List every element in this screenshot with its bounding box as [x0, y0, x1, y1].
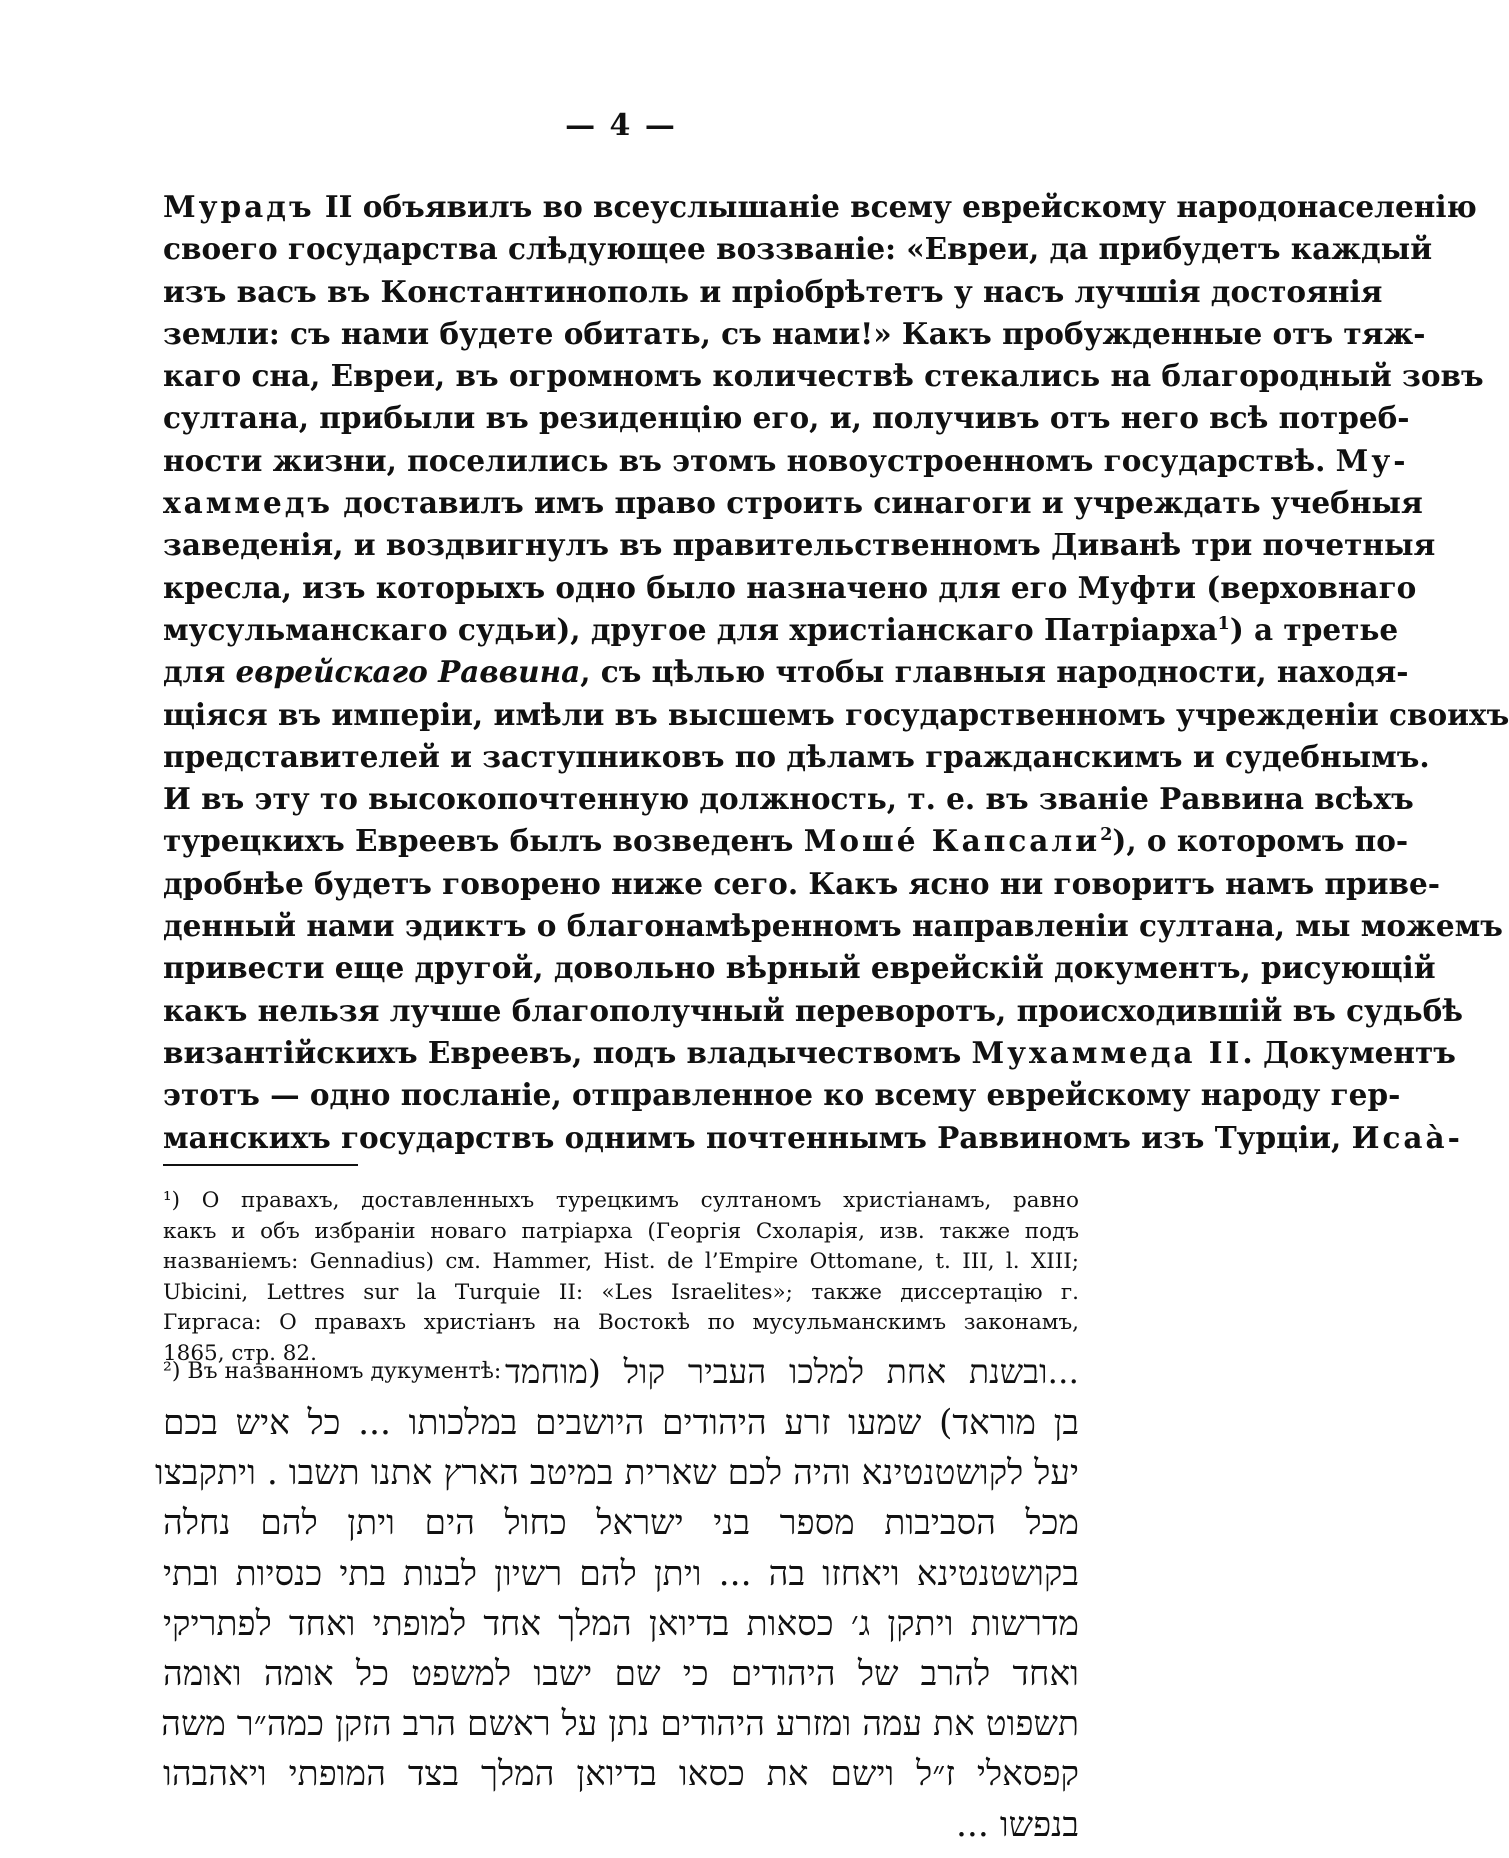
text-line: дробнѣе будетъ говорено ниже сего. Какъ ясно ни говоритъ намъ приве-	[163, 865, 1441, 901]
footnote-line: названіемъ: Gennadius) см. Hammer, Hist. de l’Empire Ottomane, t. III, l. XIII;	[163, 1249, 1079, 1274]
text-line: привести еще другой, довольно вѣрный еврейскій документъ, рисующій	[163, 950, 1436, 986]
footnote-ref-2: 2	[1100, 824, 1113, 846]
footnote-2-hebrew-text	[155, 1398, 1079, 1850]
hebrew-line: ואחד להרב של היהודים כי שם ישבו למשפט כל אומה ואומה	[163, 1654, 1079, 1695]
text-line: для еврейскаго Раввина, съ цѣлью чтобы главныя народности, находя-	[163, 654, 1409, 690]
text-line: денный нами эдиктъ о благонамѣренномъ направленіи султана, мы можемъ	[163, 908, 1503, 944]
text-line: каго сна, Евреи, въ огромномъ количествѣ стекались на благородный зовъ	[163, 358, 1484, 394]
footnote-ref-1: 1	[1217, 613, 1230, 635]
page-number: — 4 —	[565, 108, 677, 143]
hebrew-line: תשפוט את עמה ומזרע היהודים נתן על ראשם הרב הזקן כמה״ר משה	[161, 1704, 1079, 1745]
footnote-divider	[163, 1164, 358, 1166]
text-line: турецкихъ Евреевъ былъ возведенъ Мошé Капсали$^2$), о которомъ по-	[163, 823, 1409, 859]
footnote-line: ¹) О правахъ, доставленныхъ турецкимъ султаномъ христіанамъ, равно	[163, 1188, 1079, 1213]
text-line: заведенія, и воздвигнулъ въ правительственномъ Диванѣ три почетныя	[163, 527, 1436, 563]
hebrew-line: מכל הסביבות מספר בני ישראל כחול הים ויתן להם נחלה	[163, 1503, 1079, 1544]
text-line: мусульманскаго судьи), другое для христіанскаго Патріарха$^1$) а третье	[163, 611, 1399, 647]
hebrew-line: מדרשות ויתקן ג׳ כסאות בדיואן המלך אחד למופתי ואחד לפתריקי	[163, 1603, 1079, 1644]
text-line: кресла, изъ которыхъ одно было назначено для его Муфти (верховнаго	[163, 569, 1417, 605]
hebrew-line: בן מוראד) שמעו זרע היהודים היושבים במלכותו ... כל איש בכם	[163, 1403, 1079, 1443]
text-line: султана, прибыли въ резиденцію его, и, получивъ отъ него всѣ потреб-	[163, 400, 1410, 436]
hebrew-line: בקושטנטינא ויאחזו בה ... ויתן להם רשיון לבנות בתי כנסיות ובתי	[163, 1553, 1079, 1594]
hebrew-line: קפסאלי ז״ל וישם את כסאו בדיואן המלך בצד המופתי ויאהבהו	[163, 1754, 1079, 1795]
text-line: своего государства слѣдующее воззваніе: «Евреи, да прибудетъ каждый	[163, 231, 1433, 267]
text-line: ности жизни, поселились въ этомъ новоустроенномъ государствѣ. Му-	[163, 442, 1409, 478]
footnote-2-intro: ²) Въ названномъ дукументѣ:	[163, 1359, 502, 1384]
text-line: Мурадъ II объявилъ во всеуслышаніе всему еврейскому народонаселенію	[163, 189, 1477, 224]
footnote-2-hebrew-first-line: ...ובשנת אחת למלכו העביר קול (מוחמד	[505, 1352, 1079, 1391]
text-line: хаммедъ доставилъ имъ право строить синагоги и учреждать учебныя	[163, 485, 1423, 521]
text-line: земли: съ нами будете обитать, съ нами!» Какъ пробужденные отъ тяж-	[163, 315, 1426, 351]
text-line: И въ эту то высокопочтенную должность, т. е. въ званіе Раввина всѣхъ	[163, 781, 1414, 817]
main-body-text	[163, 186, 1509, 1159]
hebrew-line: בנפשו ...	[955, 1804, 1079, 1845]
footnote-1	[163, 1186, 1079, 1369]
footnote-line: 1865, стр. 82.	[163, 1340, 317, 1366]
text-line: этотъ — одно посланіе, отправленное ко всему еврейскому народу гер-	[163, 1077, 1401, 1113]
text-line: представителей и заступниковъ по дѣламъ гражданскимъ и судебнымъ.	[163, 738, 1430, 774]
text-line: какъ нельзя лучше благополучный переворотъ, происходившій въ судьбѣ	[163, 992, 1464, 1028]
footnote-line: какъ и объ избраніи новаго патріарха (Георгія Схоларія, изв. также подъ	[163, 1218, 1079, 1244]
text-line: византійскихъ Евреевъ, подъ владычествомъ Мухаммеда II. Документъ	[163, 1034, 1456, 1070]
footnote-line: Гиргаса: О правахъ христіанъ на Востокѣ по мусульманскимъ законамъ,	[163, 1310, 1079, 1335]
text-line: щіяся въ имперіи, имѣли въ высшемъ государственномъ учрежденіи своихъ	[163, 696, 1509, 732]
hebrew-line: יעל לקושטנטינא והיה לכם שארית במיטב הארץ אתנו תשבו . ויתקבצו	[155, 1453, 1079, 1494]
text-line: изъ васъ въ Константинополь и пріобрѣтетъ у насъ лучшія достоянія	[163, 273, 1383, 309]
text-line: манскихъ государствъ однимъ почтеннымъ Раввиномъ изъ Турціи, Исаа̀-	[163, 1119, 1463, 1155]
footnote-line: Ubicini, Lettres sur la Turquie II: «Les Israelites»; также диссертацію г.	[163, 1279, 1079, 1305]
